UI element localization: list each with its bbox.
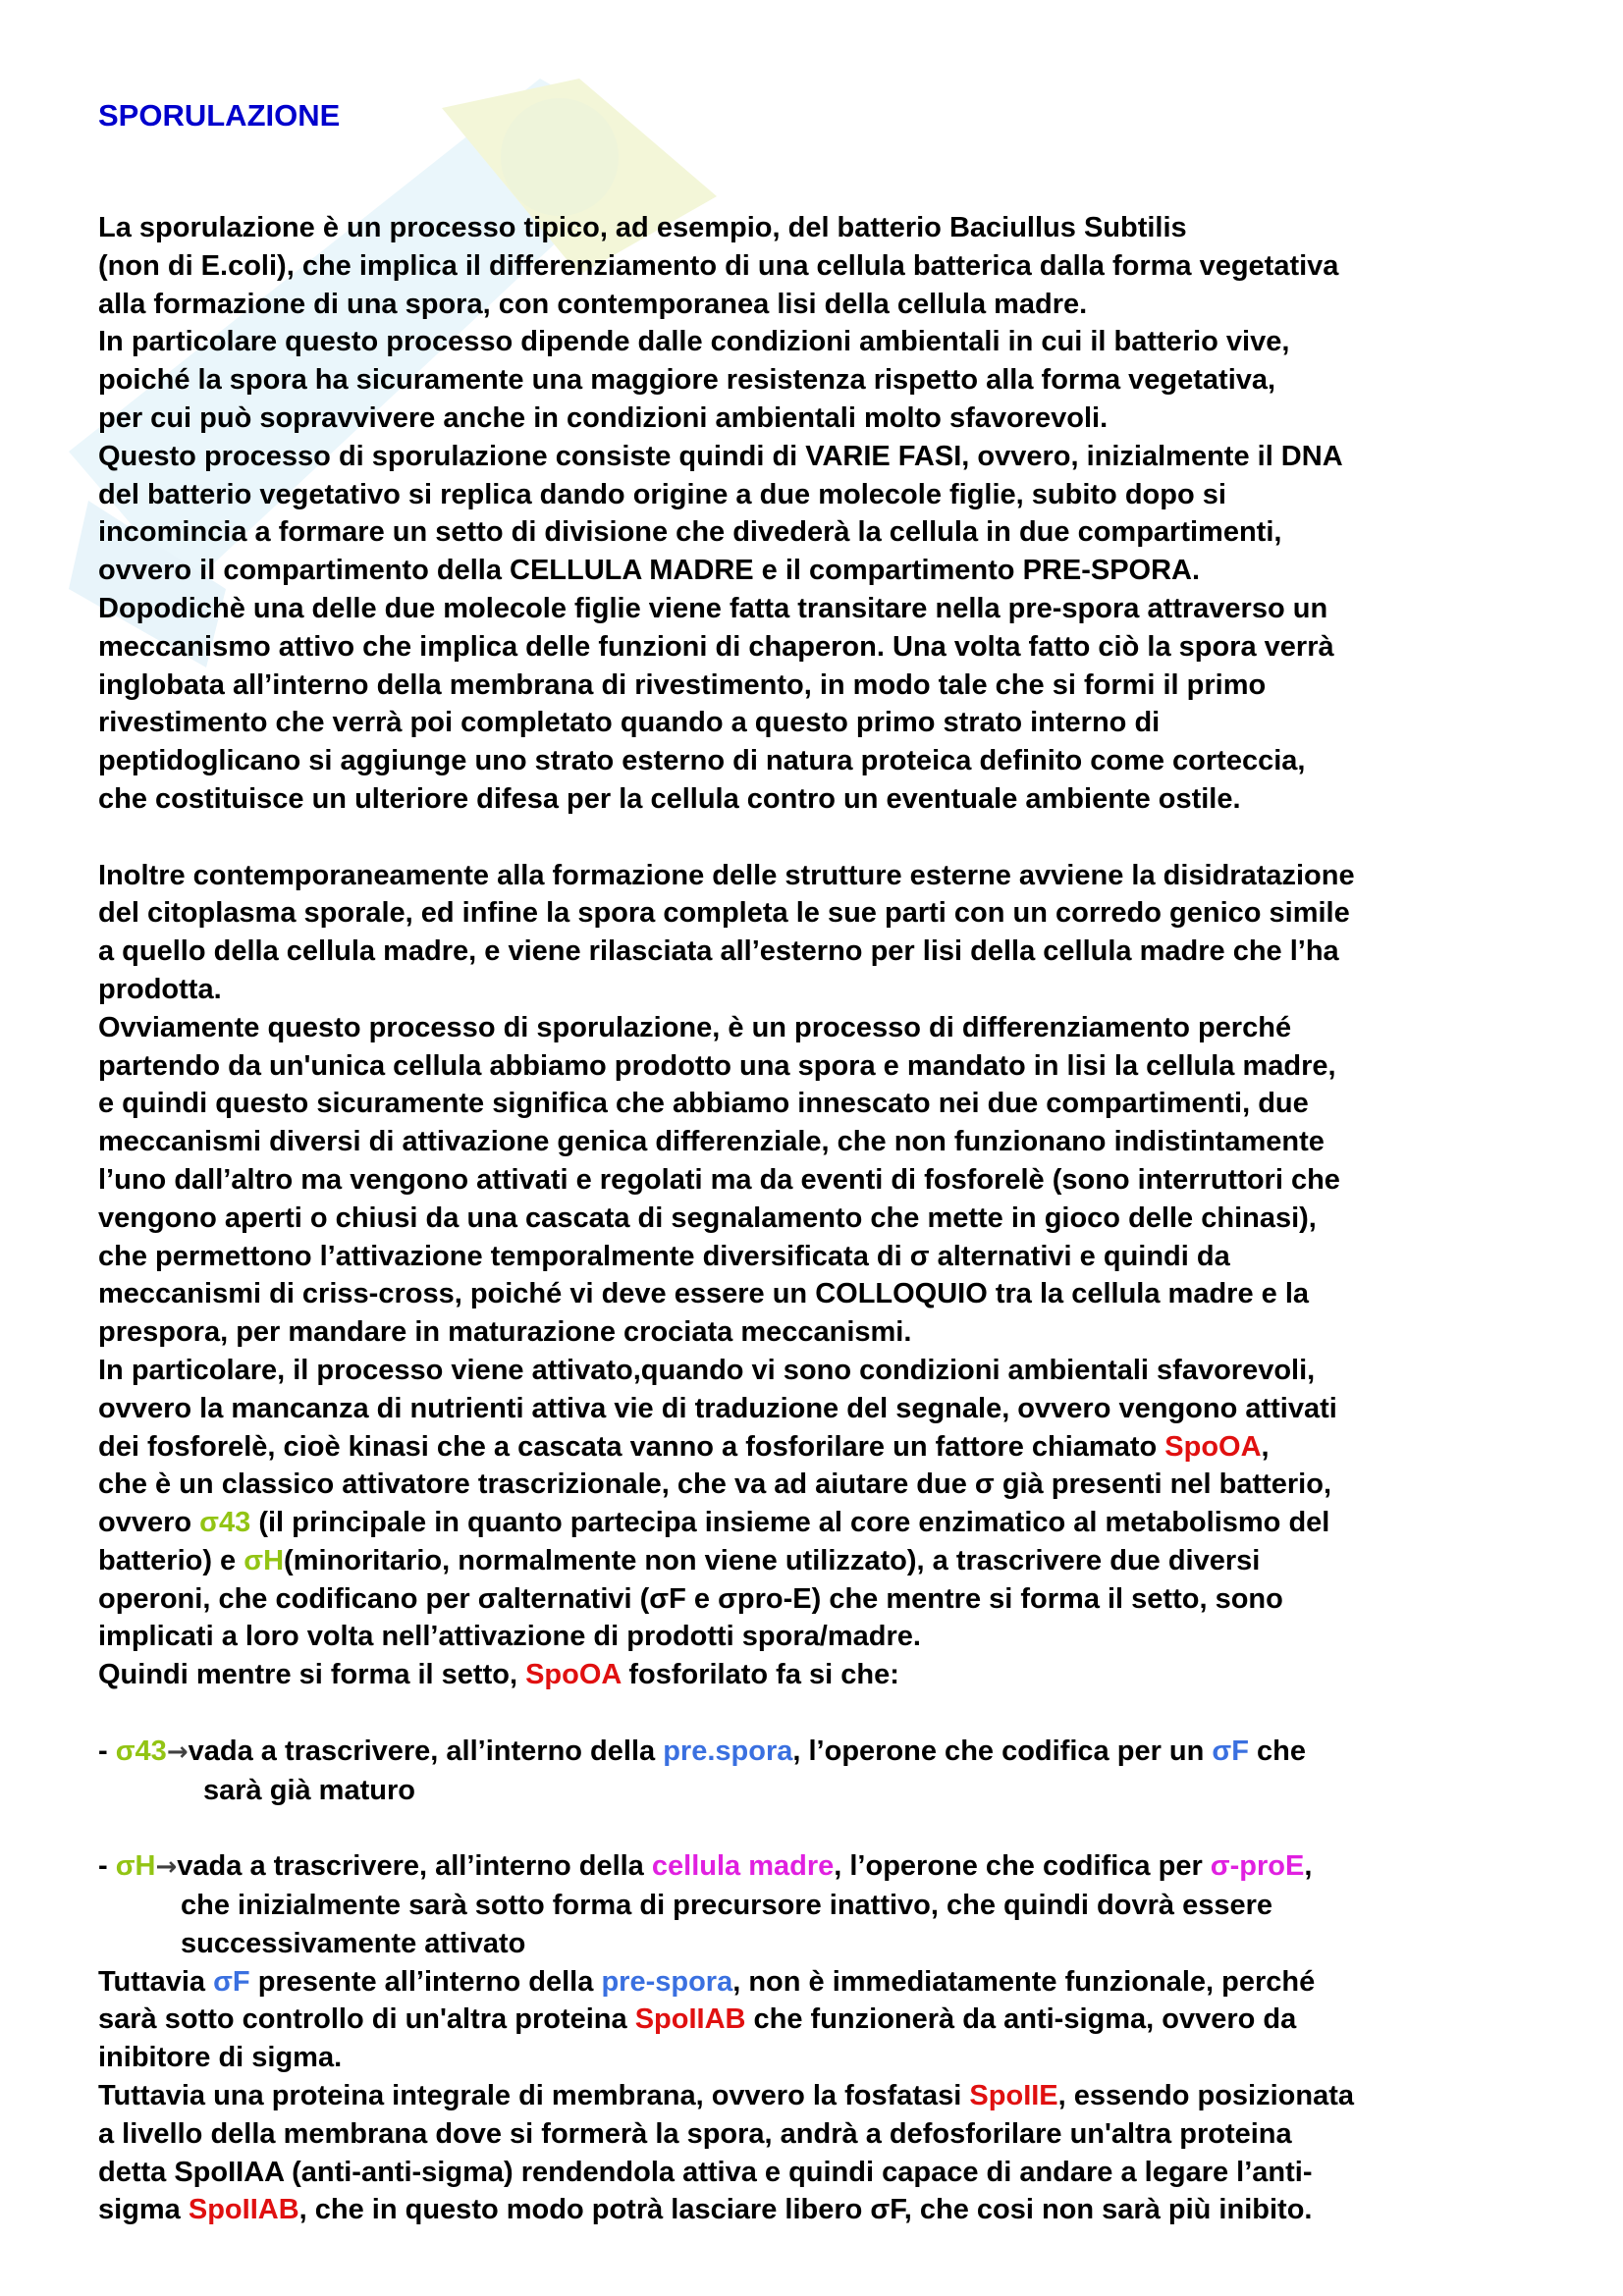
sigma-proE-term: σ-proE — [1210, 1850, 1305, 1883]
text-segment: ovvero — [98, 1507, 200, 1539]
bullet-item — [98, 1847, 1571, 1962]
text-line: che è un classico attivatore trascrizionale, che va ad aiutare due σ già presenti nel batterio, — [98, 1468, 1332, 1501]
text-line — [98, 1504, 1571, 1542]
spoiie-term: SpoIIE — [969, 2080, 1058, 2112]
document-title: SPORULAZIONE — [98, 98, 341, 133]
text-line: successivamente attivato — [181, 1927, 526, 1959]
sigma43-term: σ43 — [115, 1735, 167, 1767]
text-line: che permettono l’attivazione temporalmente diversificata di σ alternativi e quindi da — [98, 1240, 1230, 1272]
text-segment: Tuttavia una proteina integrale di membrana, ovvero la fosfatasi — [98, 2080, 970, 2112]
text-segment: , non è immediatamente funzionale, perché — [732, 1965, 1316, 1998]
sigmaF-term: σF — [1212, 1735, 1249, 1767]
text-line: poiché la spora ha sicuramente una maggiore resistenza rispetto alla forma vegetativa, — [98, 364, 1276, 397]
text-line: Ovviamente questo processo di sporulazione, è un processo di differenziamento perché — [98, 1011, 1292, 1043]
text-line: La sporulazione è un processo tipico, ad esempio, del batterio Baciullus Subtilis — [98, 212, 1187, 243]
text-line — [98, 2077, 1571, 2115]
arrow-icon: → — [155, 1852, 178, 1883]
text-segment: , — [1304, 1850, 1313, 1883]
text-line: meccanismi di criss-cross, poiché vi deve essere un COLLOQUIO tra la cellula madre e la — [98, 1278, 1310, 1310]
spooa-term: SpoOA — [525, 1659, 622, 1691]
text-line — [98, 1428, 1571, 1467]
text-line — [98, 1542, 1571, 1580]
arrow-icon: → — [166, 1736, 189, 1767]
paragraph-gap — [98, 1694, 1571, 1733]
text-line: che inizialmente sarà sotto forma di precursore inattivo, che quindi dovrà essere — [181, 1890, 1272, 1922]
text-segment: che funzionerà da anti-sigma, ovvero da — [745, 2003, 1297, 2036]
text-segment: Quindi mentre si forma il setto, — [98, 1659, 526, 1691]
text-line: prespora, per mandare in maturazione crociata meccanismi. — [98, 1316, 912, 1349]
text-line: In particolare questo processo dipende dalle condizioni ambientali in cui il batterio vive, — [98, 326, 1290, 358]
text-segment: presente all’interno della — [249, 1965, 602, 1998]
text-line: l’uno dall’altro ma vengono attivati e regolati ma da eventi di fosforelè (sono interruttori che — [98, 1163, 1340, 1196]
bullet-item — [98, 1733, 1571, 1810]
text-segment: batterio) e — [98, 1544, 244, 1576]
sigma43-term: σ43 — [199, 1507, 251, 1539]
text-line — [98, 1963, 1571, 2002]
text-line: vengono aperti o chiusi da una cascata di segnalamento che mette in gioco delle chinasi), — [98, 1201, 1317, 1234]
text-line — [98, 1847, 1571, 1887]
document-body — [98, 209, 1571, 2229]
paragraph-gap — [98, 1809, 1571, 1847]
paragraph-gap — [98, 819, 1571, 857]
text-segment: fosforilato fa si che: — [621, 1659, 899, 1691]
text-segment: , essendo posizionata — [1057, 2080, 1354, 2112]
text-line: prodotta. — [98, 973, 222, 1005]
document-page — [98, 98, 1571, 2229]
text-segment: vada a trascrivere, all’interno della — [188, 1735, 664, 1767]
text-line — [98, 1733, 1571, 1772]
bullet-dash: - — [98, 1735, 116, 1767]
text-segment: vada a trascrivere, all’interno della — [177, 1850, 652, 1883]
text-line: a quello della cellula madre, e viene rilasciata all’esterno per lisi della cellula madre che l’ha — [98, 935, 1339, 968]
text-segment: sigma — [98, 2194, 189, 2226]
text-line: che costituisce un ulteriore difesa per la cellula contro un eventuale ambiente ostile. — [98, 782, 1241, 815]
text-segment: , — [1261, 1430, 1270, 1463]
text-line: meccanismi diversi di attivazione genica differenziale, che non funzionano indistintamente — [98, 1126, 1325, 1158]
sigmaF-term: σF — [213, 1965, 250, 1998]
text-line: e quindi questo sicuramente significa che abbiamo innescato nei due compartimenti, due — [98, 1088, 1309, 1120]
cellula-madre-term: cellula madre — [651, 1850, 835, 1883]
text-line: rivestimento che verrà poi completato quando a questo primo strato interno di — [98, 707, 1161, 739]
text-segment: che — [1248, 1735, 1306, 1767]
text-segment: Tuttavia — [98, 1965, 214, 1998]
text-line: sarà già maturo — [203, 1774, 415, 1806]
text-segment: (il principale in quanto partecipa insieme al core enzimatico al metabolismo del — [250, 1507, 1330, 1539]
prespora-term: pre.spora — [663, 1735, 793, 1767]
text-line: (non di E.coli), che implica il differenziamento di una cellula batterica dalla forma vegetativa — [98, 249, 1339, 282]
text-line — [98, 2191, 1571, 2229]
text-line: In particolare, il processo viene attivato,quando vi sono condizioni ambientali sfavorevoli, — [98, 1354, 1316, 1386]
text-segment: , che in questo modo potrà lasciare libero σF, che cosi non sarà più inibito. — [298, 2194, 1313, 2226]
spooa-term: SpoOA — [1164, 1430, 1262, 1463]
spoiiab-term: SpoIIAB — [634, 2003, 746, 2036]
text-line: del batterio vegetativo si replica dando origine a due molecole figlie, subito dopo si — [98, 478, 1226, 510]
bullet-dash: - — [98, 1850, 116, 1883]
text-line: inglobata all’interno della membrana di rivestimento, in modo tale che si formi il primo — [98, 668, 1267, 701]
text-line: ovvero il compartimento della CELLULA MADRE e il compartimento PRE-SPORA. — [98, 555, 1201, 587]
text-line: partendo da un'unica cellula abbiamo prodotto una spora e mandato in lisi la cellula madre, — [98, 1049, 1336, 1082]
text-line: a livello della membrana dove si formerà la spora, andrà a defosforilare un'altra proteina — [98, 2117, 1292, 2150]
text-segment: sarà sotto controllo di un'altra proteina — [98, 2003, 635, 2036]
text-line: peptidoglicano si aggiunge uno strato esterno di natura proteica definito come corteccia, — [98, 745, 1306, 777]
text-line: alla formazione di una spora, con contemporanea lisi della cellula madre. — [98, 288, 1088, 320]
spoiiab-term: SpoIIAB — [188, 2194, 299, 2226]
text-line — [98, 1656, 1571, 1694]
text-segment: (minoritario, normalmente non viene utilizzato), a trascrivere due diversi — [284, 1544, 1261, 1576]
text-line: detta SpoIIAA (anti-anti-sigma) rendendola attiva e quindi capace di andare a legare l’anti- — [98, 2156, 1313, 2188]
text-line — [98, 2001, 1571, 2039]
text-line: Dopodichè una delle due molecole figlie viene fatta transitare nella pre-spora attraverso un — [98, 592, 1328, 624]
text-line: inibitore di sigma. — [98, 2042, 343, 2074]
text-line: ovvero la mancanza di nutrienti attiva vie di traduzione del segnale, ovvero vengono attivati — [98, 1392, 1337, 1424]
text-line: Questo processo di sporulazione consiste quindi di VARIE FASI, ovvero, inizialmente il DNA — [98, 440, 1343, 472]
text-line: meccanismo attivo che implica delle funzioni di chaperon. Una volta fatto ciò la spora verrà — [98, 630, 1334, 663]
text-line: operoni, che codificano per σalternativi (σF e σpro-E) che mentre si forma il setto, sono — [98, 1582, 1283, 1615]
text-line: del citoplasma sporale, ed infine la spora completa le sue parti con un corredo genico simile — [98, 897, 1350, 930]
sigmaH-term: σH — [243, 1544, 285, 1576]
text-segment: dei fosforelè, cioè kinasi che a cascata vanno a fosforilare un fattore chiamato — [98, 1430, 1165, 1463]
text-line: Inoltre contemporaneamente alla formazione delle strutture esterne avviene la disidratazione — [98, 859, 1355, 891]
text-line: per cui può sopravvivere anche in condizioni ambientali molto sfavorevoli. — [98, 401, 1109, 434]
prespora-term: pre-spora — [601, 1965, 733, 1998]
text-segment: , l’operone che codifica per un — [792, 1735, 1213, 1767]
text-line: incomincia a formare un setto di divisione che divederà la cellula in due compartimenti, — [98, 516, 1282, 549]
text-line: implicati a loro volta nell’attivazione di prodotti spora/madre. — [98, 1621, 921, 1653]
sigmaH-term: σH — [115, 1850, 156, 1883]
text-segment: , l’operone che codifica per — [834, 1850, 1211, 1883]
